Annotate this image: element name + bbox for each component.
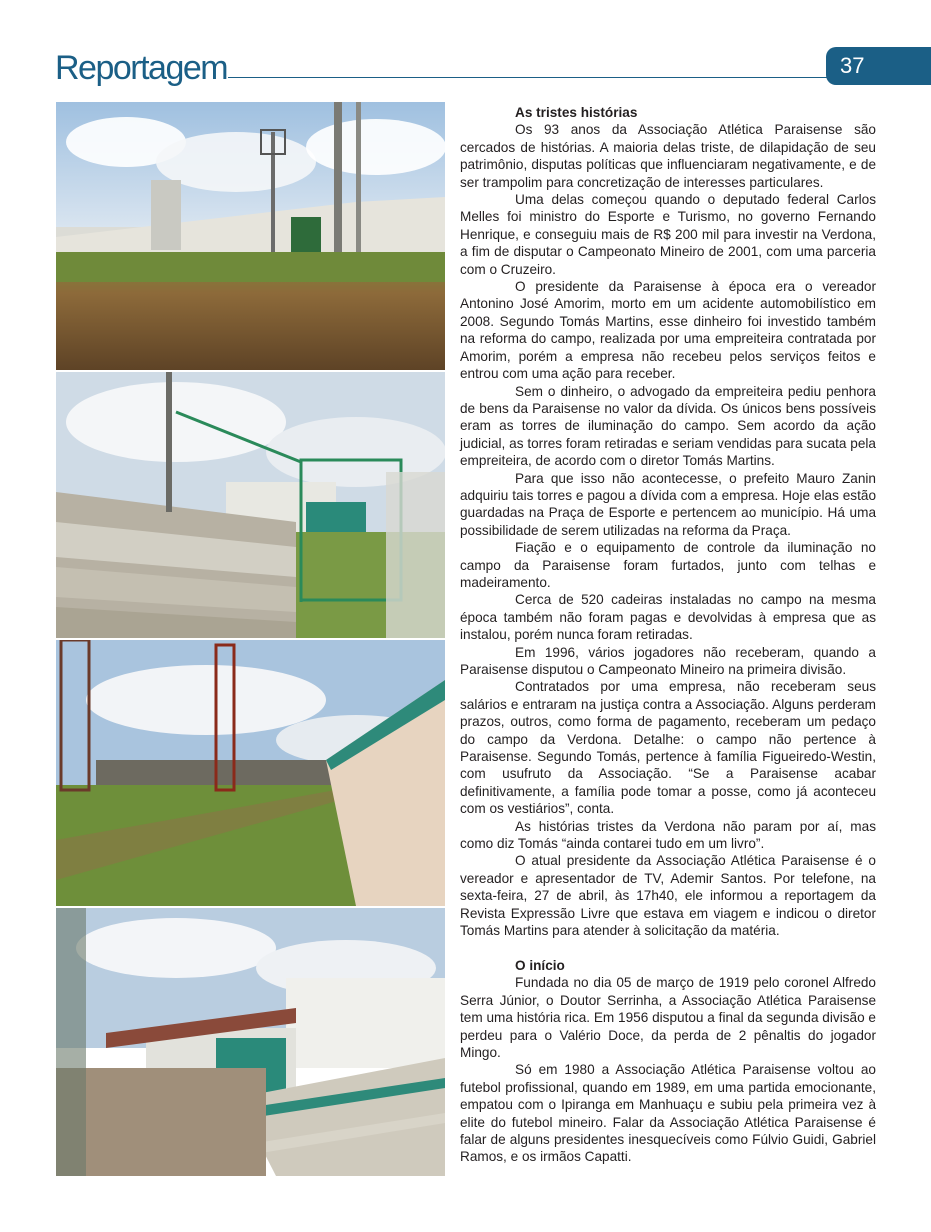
paragraph: Só em 1980 a Associação Atlética Paraisense voltou ao futebol profissional, quando em 1989, em uma partida emocionante, empatou com o Ipiranga em Manhuaçu e subiu pela primeira vez à elite do futebol mineiro. Falar da Associação Atlética Paraisense é falar de alguns presidentes inesquecíveis como Fúlvio Guidi, Gabriel Ramos, e os irmãos Capatti. [460, 1062, 876, 1165]
paragraph: O atual presidente da Associação Atlética Paraisense é o vereador e apresentador de TV, Ademir Santos. Por telefone, na sexta-feira, 27 de abril, às 17h40, ele informou a reportagem da Revista Expressão Livre que estava em viagem e indicou o diretor Tomás Martins para atender à solicitação da matéria. [460, 853, 876, 939]
stadium-wall-photo [56, 102, 445, 370]
page-number-tab [826, 47, 931, 85]
paragraph: Fundada no dia 05 de março de 1919 pelo coronel Alfredo Serra Júnior, o Doutor Serrinha, a Associação Atlética Paraisense tem uma história rica. Em 1956 disputou a final da segunda divisão e perdeu para o Valério Doce, da perda de 2 pênaltis do jogador Mingo. [460, 975, 876, 1060]
header-rule [228, 77, 838, 78]
section-gap [460, 940, 876, 957]
paragraph: Cerca de 520 cadeiras instaladas no campo na mesma época também não foram pagas e devolvidas à empresa que as instalou, porém nunca foram retiradas. [460, 592, 876, 643]
bleachers-building-photo [56, 908, 445, 1176]
subheading-tristes-historias: As tristes histórias [515, 105, 638, 120]
stands-gate-photo [56, 372, 445, 638]
paragraph: Uma delas começou quando o deputado federal Carlos Melles foi ministro do Esporte e Turismo, no governo Fernando Henrique, e conseguiu mais de R$ 200 mil para investir na Verdona, a fim de disputar o Campeonato Mineiro de 2001, com uma parceria com o Cruzeiro. [460, 192, 876, 277]
paragraph: Em 1996, vários jogadores não receberam, quando a Paraisense disputou o Campeonato Mineiro na primeira divisão. [460, 644, 876, 677]
page-number: 37 [840, 53, 865, 78]
paragraph: As histórias tristes da Verdona não param por aí, mas como diz Tomás “ainda contarei tudo em um livro”. [460, 818, 876, 852]
paragraph: Para que isso não acontecesse, o prefeito Mauro Zanin adquiriu tais torres e pagou a dívida com a empresa. Hoje elas estão guardadas na Praça de Esporte e pertencem ao município. Há uma possibilidade de serem utilizadas na reforma da Praça. [460, 470, 876, 538]
paragraph: Os 93 anos da Associação Atlética Paraisense são cercados de histórias. A maioria delas triste, de dilapidação de seu patrimônio, disputas políticas que influenciaram negativamente, e de ser trampolim para concretização de interesses particulares. [460, 122, 876, 190]
section-title: Reportagem [55, 49, 228, 87]
field-towers-photo [56, 640, 445, 906]
subheading-o-inicio: O início [515, 957, 565, 973]
paragraph: Sem o dinheiro, o advogado da empreiteira pediu penhora de bens da Paraisense no valor da dívida. Os únicos bens possíveis eram as torres de iluminação do campo. Sem acordo da ação judicial, as torres foram retiradas e seriam vendidas para sucata pela empreiteira, de acordo com o diretor Tomás Martins. [460, 383, 876, 469]
paragraph: Fiação e o equipamento de controle da iluminação no campo da Paraisense foram furtados, junto com telhas e madeiramento. [460, 540, 876, 590]
paragraph: Contratados por uma empresa, não receberam seus salários e entraram na justiça contra a Associação. Alguns perderam prazos, outros, como forma de pagamento, receberam um pedaço do campo da Verdona. Detalhe: o campo não pertence à Paraisense. Segundo Tomás, pertence à família Figueiredo-Westin, com usufruto da Associação. “Se a Paraisense acabar definitivamente, a família pode tomar a posse, como já aconteceu com os vestiários”, conta. [460, 679, 876, 817]
paragraph: O presidente da Paraisense à época era o vereador Antonino José Amorim, morto em um acidente automobilístico em 2008. Segundo Tomás Martins, esse dinheiro foi investido também na reforma do campo, realizada por uma empreiteira contratada por Amorim, porém a empresa não recebeu pelos serviços feitos e entrou com uma ação para receber. [460, 279, 876, 382]
article-body [460, 104, 876, 1166]
